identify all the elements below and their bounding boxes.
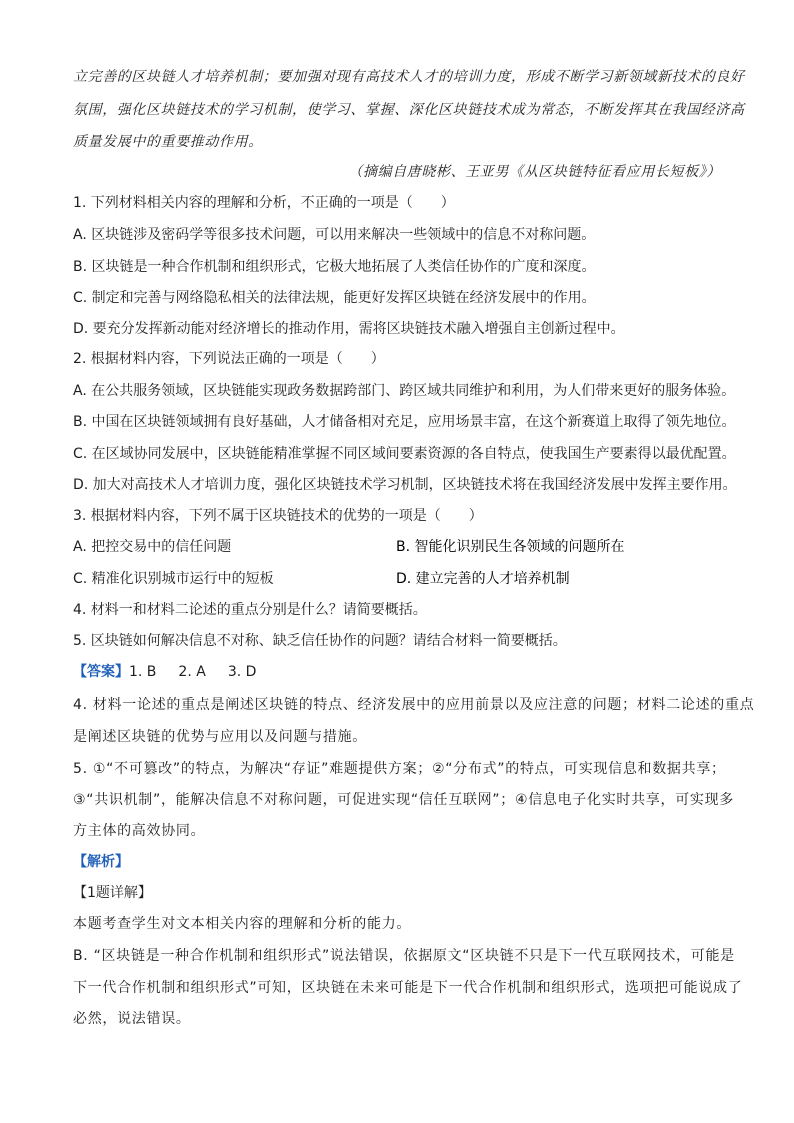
question-1-option-c: C. 制定和完善与网络隐私相关的法律法规，能更好发挥区块链在经济发展中的作用。 bbox=[73, 290, 596, 306]
question-3-option-a: A. 把控交易中的信任问题 bbox=[73, 539, 232, 555]
answer-item: 2. A bbox=[178, 664, 206, 680]
question-3-stem: 3. 根据材料内容，下列不属于区块链技术的优势的一项是（ ） bbox=[73, 508, 483, 524]
question-2-stem: 2. 根据材料内容，下列说法正确的一项是（ ） bbox=[73, 351, 385, 367]
analysis-line: 本题考查学生对文本相关内容的理解和分析的能力。 bbox=[73, 916, 412, 932]
question-1-option-a: A. 区块链涉及密码学等很多技术问题，可以用来解决一些领域中的信息不对称问题。 bbox=[73, 227, 596, 243]
answer-row bbox=[73, 661, 278, 681]
question-5-stem: 5. 区块链如何解决信息不对称、缺乏信任协作的问题？请结合材料一简要概括。 bbox=[73, 633, 567, 649]
material-source: （摘编自唐晓彬、王亚男《从区块链特征看应用长短板》） bbox=[348, 164, 721, 180]
question-4-stem: 4. 材料一和材料二论述的重点分别是什么？请简要概括。 bbox=[73, 602, 427, 618]
material-text-line: 氛围，强化区块链技术的学习机制，使学习、掌握、深化区块链技术成为常态，不断发挥其在我国经济高 bbox=[73, 102, 745, 118]
question-2-option-d: D. 加大对高技术人才培训力度，强化区块链技术学习机制，区块链技术将在我国经济发展中发挥主要作用。 bbox=[73, 477, 737, 493]
analysis-line: 下一代合作机制和组织形式”可知，区块链在未来可能是下一代合作机制和组织形式，选项把可能说成了 bbox=[73, 980, 743, 996]
question-1-option-b: B. 区块链是一种合作机制和组织形式，它极大地拓展了人类信任协作的广度和深度。 bbox=[73, 259, 596, 275]
question-3-option-b: B. 智能化识别民生各领域的问题所在 bbox=[396, 539, 625, 555]
question-2-option-c: C. 在区域协同发展中，区块链能精准掌握不同区域间要素资源的各自特点，使我国生产要素得以最优配置。 bbox=[73, 446, 736, 462]
question-2-option-b: B. 中国在区块链领域拥有良好基础，人才储备相对充足，应用场景丰富，在这个新赛道上取得了领先地位。 bbox=[73, 414, 736, 430]
question-3-option-c: C. 精准化识别城市运行中的短板 bbox=[73, 571, 274, 587]
question-1-option-d: D. 要充分发挥新动能对经济增长的推动作用，需将区块链技术融入增强自主创新过程中。 bbox=[73, 321, 625, 337]
question-1-stem: 1. 下列材料相关内容的理解和分析，不正确的一项是（ ） bbox=[73, 195, 455, 211]
answer-item: 3. D bbox=[227, 664, 257, 680]
answer-4-line: 是阐述区块链的优势与应用以及问题与措施。 bbox=[73, 729, 367, 745]
answer-5-line: 5. ①“不可篡改”的特点，为解决“存证”难题提供方案；②“分布式”的特点，可实现信息和数据共享； bbox=[73, 761, 726, 777]
answer-5-line: 方主体的高效协同。 bbox=[73, 823, 206, 839]
answer-5-line: ③“共识机制”，能解决信息不对称问题，可促进实现“信任互联网”；④信息电子化实时共享，可实现多 bbox=[73, 792, 735, 808]
answer-label: 【答案】 bbox=[73, 664, 129, 680]
question-2-option-a: A. 在公共服务领域，区块链能实现政务数据跨部门、跨区域共同维护和利用，为人们带来更好的服务体验。 bbox=[73, 383, 736, 399]
answer-item: 1. B bbox=[129, 664, 157, 680]
answer-4-line: 4. 材料一论述的重点是阐述区块链的特点、经济发展中的应用前景以及应注意的问题；材料二论述的重点 bbox=[73, 697, 755, 713]
analysis-q1-label: 【1题详解】 bbox=[73, 885, 152, 901]
material-text-line: 质量发展中的重要推动作用。 bbox=[73, 134, 263, 150]
material-text-line: 立完善的区块链人才培养机制；要加强对现有高技术人才的培训力度，形成不断学习新领域新技术的良好 bbox=[73, 69, 745, 85]
analysis-line: 必然，说法错误。 bbox=[73, 1011, 191, 1027]
analysis-line: B. “区块链是一种合作机制和组织形式”说法错误，依据原文“区块链不只是下一代互联网技术，可能是 bbox=[73, 948, 735, 964]
analysis-label: 【解析】 bbox=[73, 854, 129, 870]
question-3-option-d: D. 建立完善的人才培养机制 bbox=[396, 571, 570, 587]
